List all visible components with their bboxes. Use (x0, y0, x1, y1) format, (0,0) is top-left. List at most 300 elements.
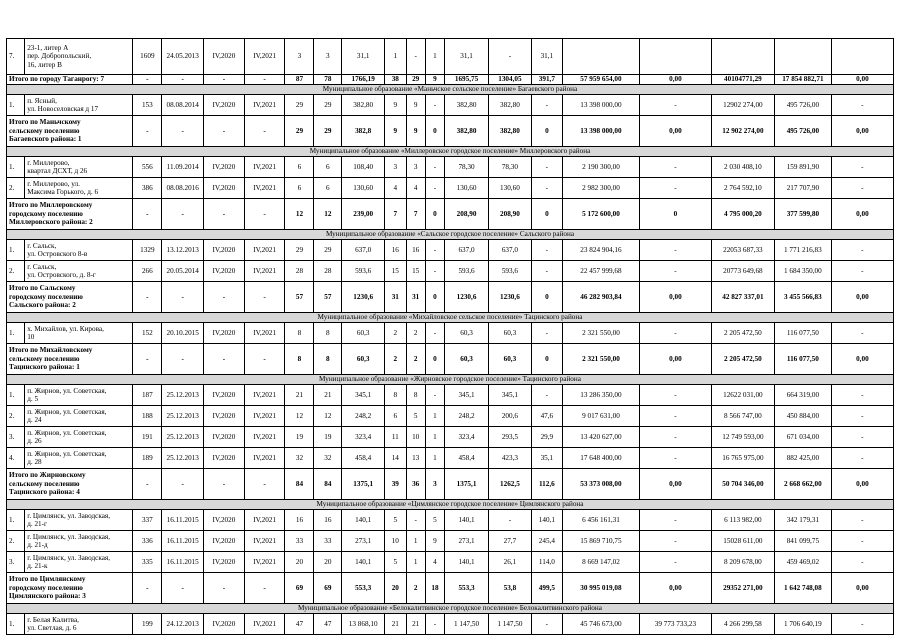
table-cell: 47 (314, 614, 342, 635)
table-cell: 33 (314, 531, 342, 552)
table-cell: 12 (285, 406, 314, 427)
table-cell: 60,3 (445, 344, 489, 375)
table-cell: - (244, 116, 285, 147)
table-cell: IV,2021 (244, 427, 285, 448)
table-cell: - (204, 282, 245, 313)
table-cell: 382,80 (342, 95, 385, 116)
table-cell: 14 (385, 448, 406, 469)
table-cell: - (244, 344, 285, 375)
address-line: квартал ДСХТ, д 26 (27, 167, 88, 175)
address-line: д. 5 (27, 395, 39, 403)
table-cell: - (831, 178, 893, 199)
table-cell: 239,00 (342, 199, 385, 230)
table-cell: 6 (314, 157, 342, 178)
table-cell: IV,2020 (204, 39, 245, 75)
address-line: г. Цимлянск, ул. Заводская, (27, 532, 111, 541)
total-label-line: Тацинского района: 1 (9, 363, 80, 372)
table-cell: 3 (314, 39, 342, 75)
table-cell: 1695,75 (445, 75, 489, 85)
table-cell: 637,0 (342, 240, 385, 261)
table-cell: IV,2021 (244, 552, 285, 573)
table-cell: 13.12.2013 (162, 240, 204, 261)
table-cell: 4 (385, 178, 406, 199)
table-cell: 26,1 (488, 552, 531, 573)
table-cell: 11 (385, 427, 406, 448)
table-row (7, 510, 894, 531)
row-number: 7. (7, 39, 25, 75)
table-cell: IV,2020 (204, 95, 245, 116)
total-label (7, 282, 133, 313)
table-cell: 4 266 299,58 (711, 614, 774, 635)
table-cell: 9 (385, 95, 406, 116)
row-number: 1. (7, 240, 25, 261)
table-cell: - (406, 510, 425, 531)
table-cell: - (831, 448, 893, 469)
table-cell: 495 726,00 (774, 95, 831, 116)
table-cell: 3 (425, 469, 444, 500)
table-cell: - (162, 573, 204, 604)
address-line: г. Сальск, (27, 241, 57, 250)
total-label (7, 573, 133, 604)
table-cell: 6 113 982,00 (711, 510, 774, 531)
table-cell: 382,8 (342, 116, 385, 147)
table-cell: 116 077,50 (774, 344, 831, 375)
address-line: п. Жирнов, ул. Советская, (27, 407, 107, 416)
table-cell: 8 (314, 344, 342, 375)
table-cell: 382,80 (445, 95, 489, 116)
table-cell: 21 (285, 385, 314, 406)
table-cell: 423,3 (488, 448, 531, 469)
table-cell: 16.11.2015 (162, 552, 204, 573)
table-cell: IV,2021 (244, 531, 285, 552)
table-cell: 1 (385, 39, 406, 75)
address-line: Максима Горького, д. 6 (27, 188, 99, 196)
address-cell (25, 614, 133, 635)
table-cell: 57 (285, 282, 314, 313)
table-cell: 200,6 (488, 406, 531, 427)
table-cell: 6 (285, 178, 314, 199)
section-title: Муниципальное образование «Сальское городское поселение» Сальского района (7, 230, 894, 240)
table-cell: 0 (425, 116, 444, 147)
table-cell: - (162, 344, 204, 375)
table-cell: 1375,1 (342, 469, 385, 500)
table-cell: - (640, 448, 712, 469)
table-cell: 323,4 (342, 427, 385, 448)
table-cell: IV,2021 (244, 95, 285, 116)
table-cell: 382,80 (445, 116, 489, 147)
table-cell: IV,2021 (244, 614, 285, 635)
address-line: д. 21-д (27, 541, 48, 549)
table-row (7, 39, 894, 75)
table-cell: 108,40 (342, 157, 385, 178)
table-cell: IV,2021 (244, 448, 285, 469)
table-cell: 2 (385, 323, 406, 344)
table-cell: IV,2020 (204, 510, 245, 531)
table-cell: 1230,6 (342, 282, 385, 313)
address-line: п. Жирнов, ул. Советская, (27, 449, 107, 458)
table-cell: - (133, 116, 162, 147)
table-cell: 2 668 662,00 (774, 469, 831, 500)
table-cell: 0,00 (831, 469, 893, 500)
table-cell: 112,6 (531, 469, 562, 500)
table-cell: IV,2020 (204, 178, 245, 199)
table-cell: - (640, 552, 712, 573)
address-line: п. Жирнов, ул. Советская, (27, 386, 107, 395)
table-cell: - (531, 157, 562, 178)
table-cell: 10 (385, 531, 406, 552)
table-cell: 16 (314, 510, 342, 531)
table-cell: 6 456 161,31 (562, 510, 639, 531)
address-line: д. 24 (27, 416, 42, 424)
table-cell: 28 (314, 261, 342, 282)
total-label-line: Сальского района: 2 (9, 301, 76, 310)
total-label-line: Итого по городу Таганрогу: 7 (9, 75, 105, 84)
table-cell: - (640, 427, 712, 448)
table-cell: 130,60 (488, 178, 531, 199)
table-cell: 31,1 (445, 39, 489, 75)
table-cell: 13 398 000,00 (562, 116, 639, 147)
table-row (7, 427, 894, 448)
table-cell: 459 469,02 (774, 552, 831, 573)
table-cell: 60,3 (342, 344, 385, 375)
table-cell: 9 (406, 116, 425, 147)
table-cell: IV,2021 (244, 261, 285, 282)
table-cell: 217 707,90 (774, 178, 831, 199)
table-cell (711, 39, 774, 75)
table-cell: 188 (133, 406, 162, 427)
table-cell: 1 684 350,00 (774, 261, 831, 282)
section-title: Муниципальное образование «Белокалитвинское городское поселение» Белокалитвинского района (7, 604, 894, 614)
table-cell: 53,8 (488, 573, 531, 604)
table-body (7, 39, 894, 635)
table-cell: - (244, 573, 285, 604)
table-cell: 191 (133, 427, 162, 448)
table-cell: IV,2020 (204, 448, 245, 469)
table-cell: 245,4 (531, 531, 562, 552)
table-cell: 8 (385, 385, 406, 406)
table-row (7, 261, 894, 282)
section-title: Муниципальное образование «Михайловское сельское поселение» Тацинского района (7, 313, 894, 323)
table-cell: 1230,6 (488, 282, 531, 313)
table-cell: 458,4 (342, 448, 385, 469)
table-cell: - (640, 406, 712, 427)
resettlement-table (6, 38, 894, 635)
table-cell: 35,1 (531, 448, 562, 469)
table-cell: 29 (314, 95, 342, 116)
total-label-line: Миллеровского района: 2 (9, 218, 93, 227)
table-cell: 553,3 (445, 573, 489, 604)
section-header-row (7, 604, 894, 614)
table-cell: 20 (385, 573, 406, 604)
table-cell: 33 (285, 531, 314, 552)
table-cell: 140,1 (342, 552, 385, 573)
table-cell: - (133, 199, 162, 230)
address-line: х. Михайлов, ул. Кирова, (27, 324, 104, 333)
table-cell: 9 (425, 531, 444, 552)
table-cell: 0 (531, 116, 562, 147)
table-cell: 13 398 000,00 (562, 95, 639, 116)
table-cell: - (831, 323, 893, 344)
table-cell: - (831, 95, 893, 116)
section-header-row (7, 375, 894, 385)
table-cell: 0,00 (640, 116, 712, 147)
table-cell: 23 824 904,16 (562, 240, 639, 261)
table-cell: - (831, 261, 893, 282)
table-cell: IV,2020 (204, 614, 245, 635)
address-line: д. 26 (27, 437, 42, 445)
table-cell: - (133, 344, 162, 375)
table-cell: 60,3 (342, 323, 385, 344)
table-cell: 21 (406, 614, 425, 635)
section-header-row (7, 85, 894, 95)
table-cell: 1 147,50 (488, 614, 531, 635)
table-cell: 0 (531, 282, 562, 313)
table-cell: 2 (406, 573, 425, 604)
table-cell: 12 (285, 199, 314, 230)
table-cell: IV,2020 (204, 157, 245, 178)
address-line: г. Миллерово, ул. (27, 179, 80, 188)
table-cell: 3 (285, 39, 314, 75)
table-cell: - (831, 614, 893, 635)
table-cell: 553,3 (342, 573, 385, 604)
address-line: д. 21-к (27, 562, 48, 570)
table-cell: 31,1 (342, 39, 385, 75)
total-label (7, 116, 133, 147)
row-number: 2. (7, 531, 25, 552)
table-cell: 0,00 (640, 344, 712, 375)
table-cell: 499,5 (531, 573, 562, 604)
table-cell: 1375,1 (445, 469, 489, 500)
table-cell: 140,1 (445, 510, 489, 531)
table-cell: 248,2 (342, 406, 385, 427)
table-cell: 8 (285, 323, 314, 344)
table-cell: 556 (133, 157, 162, 178)
table-cell: - (162, 75, 204, 85)
row-number: 1. (7, 614, 25, 635)
table-cell: - (162, 199, 204, 230)
total-label-line: Цимлянского района: 3 (9, 592, 86, 601)
table-row (7, 178, 894, 199)
total-label (7, 199, 133, 230)
address-line: г. Белая Калитва, (27, 615, 79, 624)
address-line: г. Миллерово, (27, 158, 70, 167)
table-cell: 4 (406, 178, 425, 199)
table-cell: - (244, 469, 285, 500)
table-cell: - (425, 323, 444, 344)
table-cell: IV,2020 (204, 385, 245, 406)
table-cell: 0,00 (640, 469, 712, 500)
total-label-line: Итого по Маньчскому (9, 118, 81, 127)
table-cell: 450 884,00 (774, 406, 831, 427)
table-cell: 0 (425, 344, 444, 375)
table-cell: 13 (406, 448, 425, 469)
table-cell: 45 746 673,00 (562, 614, 639, 635)
table-cell: IV,2020 (204, 406, 245, 427)
table-cell: 4 (425, 552, 444, 573)
table-cell: 1 147,50 (445, 614, 489, 635)
table-cell: 273,1 (342, 531, 385, 552)
table-cell: 12 749 593,00 (711, 427, 774, 448)
table-cell: 57 (314, 282, 342, 313)
section-title: Муниципальное образование «Маньчское сельское поселение» Багаевского района (7, 85, 894, 95)
table-cell: - (244, 199, 285, 230)
table-cell: IV,2021 (244, 510, 285, 531)
section-title: Муниципальное образование «Цимлянское городское поселение» Цимлянского района (7, 500, 894, 510)
address-cell (25, 510, 133, 531)
table-cell: 1766,19 (342, 75, 385, 85)
table-cell: 3 (406, 157, 425, 178)
table-cell: IV,2021 (244, 39, 285, 75)
row-number: 3. (7, 552, 25, 573)
table-cell: 47 (285, 614, 314, 635)
table-cell: 1329 (133, 240, 162, 261)
section-title: Муниципальное образование «Жирновское городское поселение» Тацинского района (7, 375, 894, 385)
total-label-line: Итого по Сальскому (9, 284, 76, 293)
address-line: г. Цимлянск, ул. Заводская, (27, 511, 111, 520)
table-cell: 5 172 600,00 (562, 199, 639, 230)
table-cell: 4 795 000,20 (711, 199, 774, 230)
table-cell: 841 099,75 (774, 531, 831, 552)
table-cell: - (488, 510, 531, 531)
table-cell: 20.05.2014 (162, 261, 204, 282)
table-cell: 20 (314, 552, 342, 573)
table-cell: 2 (406, 344, 425, 375)
total-label-line: Итого по Цимлянскому (9, 575, 86, 584)
table-cell: - (831, 427, 893, 448)
table-cell: 16.11.2015 (162, 510, 204, 531)
address-cell (25, 552, 133, 573)
address-line: ул. Островского 8-в (27, 250, 88, 258)
table-cell: 21 (314, 385, 342, 406)
table-cell: IV,2021 (244, 385, 285, 406)
table-cell: 7 (406, 199, 425, 230)
table-cell: - (425, 157, 444, 178)
table-cell: 25.12.2013 (162, 427, 204, 448)
table-cell: 345,1 (445, 385, 489, 406)
table-cell: 78 (314, 75, 342, 85)
table-cell: 21 (385, 614, 406, 635)
table-cell (640, 39, 712, 75)
table-cell: - (640, 323, 712, 344)
table-cell: - (640, 385, 712, 406)
table-cell: 12 902 274,00 (711, 116, 774, 147)
table-cell: 3 (385, 157, 406, 178)
table-cell: 2 982 300,00 (562, 178, 639, 199)
table-cell: 13 286 350,00 (562, 385, 639, 406)
table-cell: IV,2021 (244, 406, 285, 427)
address-line: г. Сальск, (27, 262, 57, 271)
table-cell: 1 (425, 406, 444, 427)
address-line: 23-1, литер А (27, 43, 69, 52)
total-label (7, 344, 133, 375)
table-row (7, 385, 894, 406)
table-cell: 20 (285, 552, 314, 573)
total-row (7, 573, 894, 604)
table-cell: 336 (133, 531, 162, 552)
table-cell: - (640, 510, 712, 531)
table-cell: - (133, 75, 162, 85)
table-cell: 69 (285, 573, 314, 604)
table-cell: 25.12.2013 (162, 406, 204, 427)
table-cell: 0,00 (831, 344, 893, 375)
total-label-line: городскому поселению (9, 209, 83, 218)
table-cell: 16 (285, 510, 314, 531)
address-cell (25, 240, 133, 261)
table-cell: - (831, 552, 893, 573)
table-cell (562, 39, 639, 75)
table-cell: - (244, 75, 285, 85)
total-row (7, 75, 894, 85)
address-cell (25, 178, 133, 199)
table-cell: 1304,05 (488, 75, 531, 85)
table-cell: 2 205 472,50 (711, 344, 774, 375)
table-row (7, 157, 894, 178)
table-cell: 2 205 472,50 (711, 323, 774, 344)
table-cell: 5 (406, 406, 425, 427)
table-cell: - (531, 614, 562, 635)
table-cell: - (531, 178, 562, 199)
table-cell: 1 642 748,08 (774, 573, 831, 604)
table-cell: 24.12.2013 (162, 614, 204, 635)
table-cell: - (425, 240, 444, 261)
table-cell: 29 (314, 116, 342, 147)
total-row (7, 469, 894, 500)
address-cell (25, 323, 133, 344)
table-cell: 114,0 (531, 552, 562, 573)
table-cell: - (640, 261, 712, 282)
table-cell: - (488, 39, 531, 75)
table-cell: 32 (285, 448, 314, 469)
table-cell: 3 455 566,83 (774, 282, 831, 313)
table-cell: 1 (406, 531, 425, 552)
table-cell: 293,5 (488, 427, 531, 448)
table-cell: 5 (385, 510, 406, 531)
table-cell: 30 995 019,08 (562, 573, 639, 604)
table-cell: 31,1 (531, 39, 562, 75)
table-row (7, 531, 894, 552)
table-cell (774, 39, 831, 75)
table-cell: 15 (385, 261, 406, 282)
section-header-row (7, 500, 894, 510)
table-cell: 637,0 (488, 240, 531, 261)
table-cell: 377 599,80 (774, 199, 831, 230)
table-cell: 78,30 (488, 157, 531, 178)
table-cell: 152 (133, 323, 162, 344)
row-number: 4. (7, 448, 25, 469)
address-line: ул. Светлая, д. 6 (27, 624, 77, 632)
table-cell: - (640, 157, 712, 178)
table-cell: IV,2021 (244, 178, 285, 199)
table-cell: IV,2020 (204, 552, 245, 573)
table-cell: - (831, 406, 893, 427)
total-label-line: сельскому поселению (9, 126, 80, 135)
row-number: 1. (7, 385, 25, 406)
total-label (7, 75, 133, 85)
table-cell: 391,7 (531, 75, 562, 85)
table-cell: 16 765 975,00 (711, 448, 774, 469)
table-cell: 0 (640, 199, 712, 230)
table-cell: 386 (133, 178, 162, 199)
table-cell: 38 (385, 75, 406, 85)
table-cell: 2 (385, 344, 406, 375)
table-cell: 9 (425, 75, 444, 85)
total-label-line: Итого по Жирновскому (9, 471, 86, 480)
table-cell: 593,6 (488, 261, 531, 282)
table-row (7, 240, 894, 261)
table-cell: - (244, 282, 285, 313)
table-cell: 39 773 733,23 (640, 614, 712, 635)
table-cell: 6 (314, 178, 342, 199)
